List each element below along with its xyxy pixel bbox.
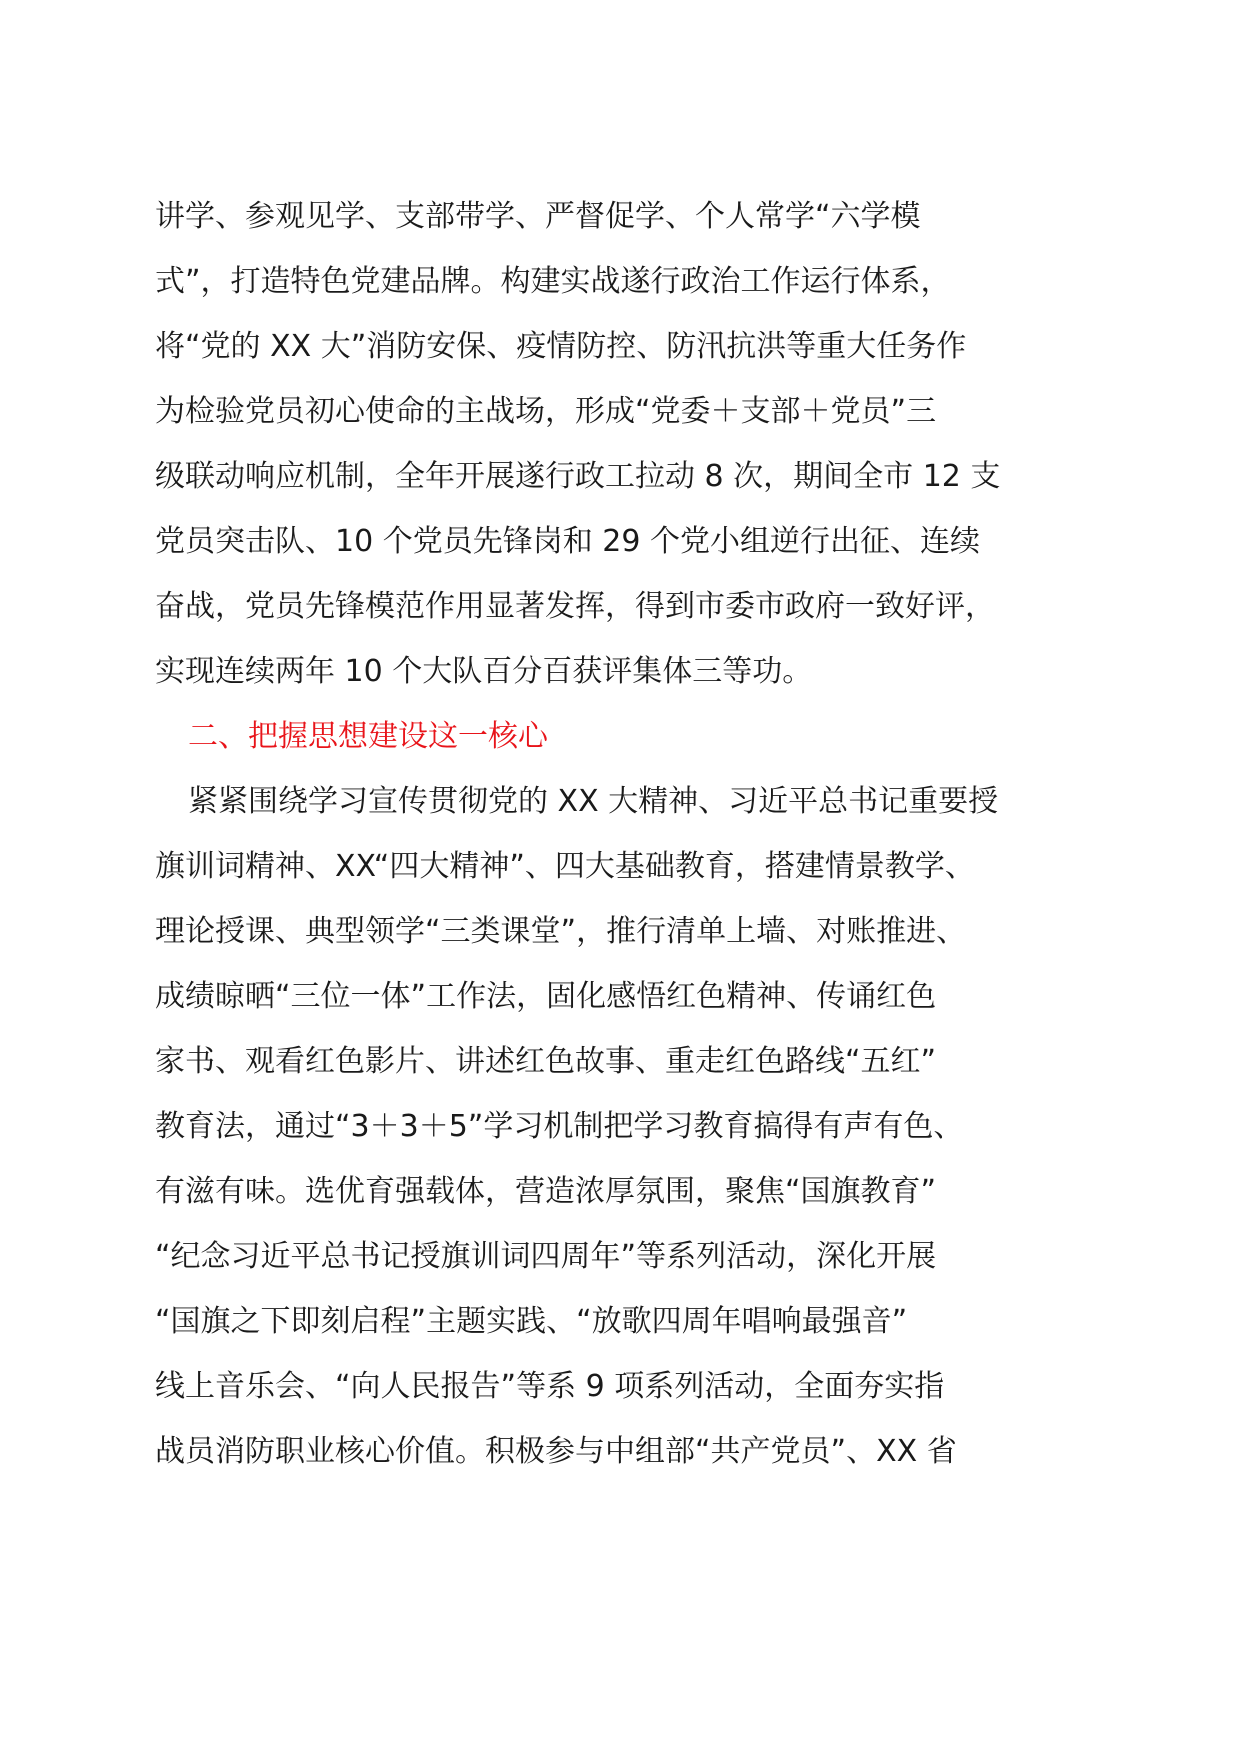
paragraph-2-line-6: 教育法，通过“3＋3＋5”学习机制把学习教育搞得有声有色、 xyxy=(155,1109,964,1144)
paragraph-2-line-4: 成绩晾晒“三位一体”工作法，固化感悟红色精神、传诵红色 xyxy=(155,979,937,1014)
paragraph-1-line-6: 党员突击队、10 个党员先锋岗和 29 个党小组逆行出征、连续 xyxy=(155,524,980,559)
paragraph-2-line-5: 家书、观看红色影片、讲述红色故事、重走红色路线“五红” xyxy=(155,1044,937,1079)
paragraph-2-line-8: “纪念习近平总书记授旗训词四周年”等系列活动，深化开展 xyxy=(155,1239,937,1274)
paragraph-1-line-1: 讲学、参观见学、支部带学、严督促学、个人常学“六学模 xyxy=(155,199,921,234)
paragraph-1-line-7: 奋战，党员先锋模范作用显著发挥，得到市委市政府一致好评， xyxy=(155,589,995,624)
paragraph-2-line-11: 战员消防职业核心价值。积极参与中组部“共产党员”、XX 省 xyxy=(155,1434,957,1469)
paragraph-1-line-3: 将“党的 XX 大”消防安保、疫情防控、防汛抗洪等重大任务作 xyxy=(155,329,967,364)
section-heading: 二、把握思想建设这一核心 xyxy=(188,719,548,754)
paragraph-1-line-5: 级联动响应机制，全年开展遂行政工拉动 8 次，期间全市 12 支 xyxy=(155,459,1001,494)
paragraph-2-line-3: 理论授课、典型领学“三类课堂”，推行清单上墙、对账推进、 xyxy=(155,914,967,949)
paragraph-1-line-4: 为检验党员初心使命的主战场，形成“党委＋支部＋党员”三 xyxy=(155,394,937,429)
paragraph-2-line-10: 线上音乐会、“向人民报告”等系 9 项系列活动，全面夯实指 xyxy=(155,1369,945,1404)
paragraph-1-line-8: 实现连续两年 10 个大队百分百获评集体三等功。 xyxy=(155,654,813,689)
paragraph-2-line-9: “国旗之下即刻启程”主题实践、“放歌四周年唱响最强音” xyxy=(155,1304,908,1339)
paragraph-2-line-2: 旗训词精神、XX“四大精神”、四大基础教育，搭建情景教学、 xyxy=(155,849,975,884)
paragraph-2-line-1: 紧紧围绕学习宣传贯彻党的 XX 大精神、习近平总书记重要授 xyxy=(188,784,999,819)
paragraph-1-line-2: 式”，打造特色党建品牌。构建实战遂行政治工作运行体系， xyxy=(155,264,951,299)
paragraph-2-line-7: 有滋有味。选优育强载体，营造浓厚氛围，聚焦“国旗教育” xyxy=(155,1174,937,1209)
